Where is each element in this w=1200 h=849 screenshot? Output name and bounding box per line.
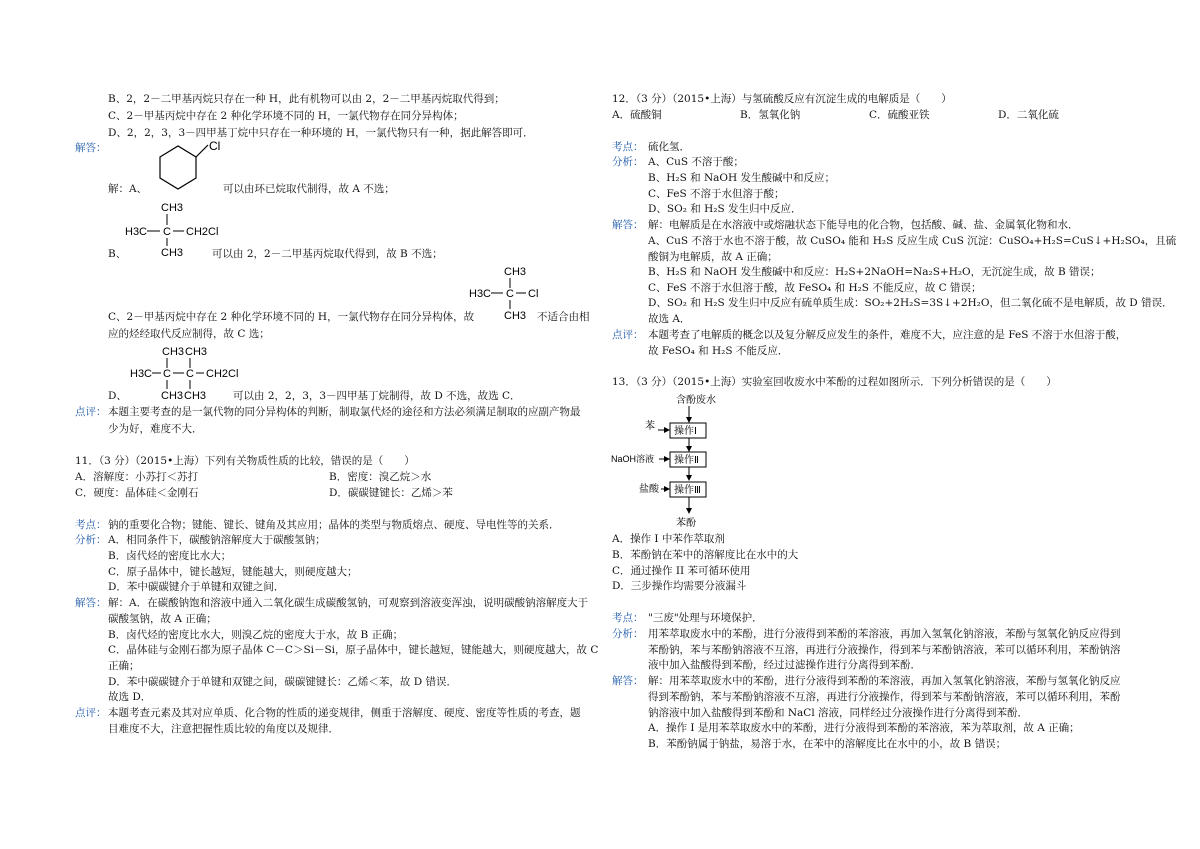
q11-jieda-line: B．卤代烃的密度比水大，则溴乙烷的密度大于水，故 B 正确；: [108, 629, 404, 641]
q12-jieda-line: 解：电解质是在水溶液中或熔融状态下能导电的化合物，包括酸、碱、盐、金属氧化物和水．: [648, 219, 1079, 231]
q11-dianping-line: 本题考查元素及其对应单质、化合物的性质的递变规律，侧重于溶解度、硬度、密度等性质的考查，题: [108, 707, 581, 719]
q13-kaodian: "三废"处理与环境保护．: [648, 612, 763, 624]
q11-fenxi-line: A．相同条件下，碳酸钠溶解度大于碳酸氢钠；: [108, 534, 326, 546]
c-center: C: [506, 288, 514, 300]
q11-jieda-line: 正确；: [108, 660, 140, 672]
q11-option-d: D．碳碳键键长：乙烯＞苯: [329, 487, 453, 499]
q12-option-b: B．氢氧化钠: [740, 109, 801, 121]
q13-fenxi-line: 用苯萃取废水中的苯酚，进行分液得到苯酚的苯溶液，再加入氢氧化钠溶液，苯酚与氢氧化钠反应得到: [648, 628, 1121, 640]
q12-jieda-line: C、FeS 不溶于水但溶于酸，故 FeSO₄ 和 H₂S 不能反应，故 C 错误；: [648, 282, 982, 294]
flow-input-hcl: 盐酸: [639, 484, 659, 495]
answer-tag: 解答：: [75, 142, 107, 154]
ch3-top: CH3: [504, 266, 527, 278]
answer-b-prefix: B、: [108, 248, 127, 260]
ch3-bottom: CH3: [161, 247, 184, 259]
q12-kaodian: 硫化氢．: [648, 141, 690, 153]
q12-jieda-line: D、SO₂ 和 H₂S 发生归中反应有硫单质生成：SO₂+2H₂S=3S↓+2H₂O，但二氧化硫不是电解质，故 D 错误．: [648, 297, 1173, 309]
q12-jieda-line: B、H₂S 和 NaOH 发生酸碱中和反应：H₂S+2NaOH=Na₂S+H₂O，无沉淀生成，故 B 错误；: [648, 266, 1101, 278]
q13-option-a: A．操作 I 中苯作萃取剂: [612, 533, 725, 545]
answer-a-text: 可以由环已烷取代制得，故 A 不选；: [223, 183, 395, 195]
q11-fenxi-line: C．原子晶体中，键长越短，键能越大，则硬度越大；: [108, 566, 358, 578]
q12-stem: 12．（3 分）（2015•上海）与氢硫酸反应有沉淀生成的电解质是（ ）: [612, 93, 952, 105]
answer-a-prefix: 解：A、: [108, 183, 148, 195]
c-1: C: [163, 368, 171, 380]
ch3-top-2: CH3: [185, 346, 208, 358]
q12-jieda-line: 故选 A．: [648, 313, 691, 325]
q13-jieda-line: B．苯酚钠属于钠盐，易溶于水，在苯中的溶解度比在水中的小，故 B 错误；: [648, 738, 1007, 750]
q11-kaodian-tag: 考点：: [75, 519, 107, 531]
q13-option-d: D．三步操作均需要分液漏斗: [612, 580, 747, 592]
flow-top-label: 含酚废水: [676, 395, 716, 406]
cl-label: Cl: [209, 139, 221, 153]
q13-option-c: C．通过操作 II 苯可循环使用: [612, 565, 751, 577]
q11-jieda-tag: 解答：: [75, 597, 107, 609]
q12-option-d: D．二氧化硫: [998, 109, 1059, 121]
q11-jieda-line: 故选 D．: [108, 691, 152, 703]
ch3-bottom-1: CH3: [161, 390, 184, 402]
q13-jieda-line: 解：用苯萃取废水中的苯酚，进行分液得到苯酚的苯溶液，再加入氢氧化钠溶液，苯酚与氢氧化钠反应: [648, 675, 1121, 687]
ch3-bottom-2: CH3: [184, 390, 207, 402]
answer-b-text: 可以由 2，2－二甲基丙烷取代得到，故 B 不选；: [212, 248, 443, 260]
q12-jieda-line: A、CuS 不溶于水也不溶于酸，故 CuSO₄ 能和 H₂S 反应生成 CuS 沉淀：CuSO₄+H₂S=CuS↓+H₂SO₄，且硫: [648, 235, 1177, 247]
q11-jieda-line: 碳酸氢钠，故 A 正确；: [108, 613, 217, 625]
q13-fenxi-line: 液中加入盐酸得到苯酚，经过过滤操作进行分离得到苯酚．: [648, 659, 921, 671]
comment-line: 少为好，难度不大．: [108, 423, 203, 435]
flow-input-naoh: NaOH溶液: [611, 454, 655, 464]
q12-jieda-tag: 解答：: [612, 219, 644, 231]
flow-op2: 操作Ⅱ: [674, 455, 699, 466]
answer-c-tail: 不适合由相: [537, 311, 590, 323]
q13-option-b: B．苯酚钠在苯中的溶解度比在水中的大: [612, 549, 799, 561]
q12-jieda-line: 酸铜为电解质，故 A 正确；: [648, 251, 778, 263]
q12-fenxi-line: C、FeS 不溶于水但溶于酸；: [648, 188, 785, 200]
q11-dianping-tag: 点评：: [75, 707, 107, 719]
h3c-left: H3C: [125, 226, 148, 238]
ch3-top-1: CH3: [162, 346, 185, 358]
q13-fenxi-tag: 分析：: [612, 628, 644, 640]
q13-jieda-line: A．操作 I 是用苯萃取废水中的苯酚，进行分液得到苯酚的苯溶液，苯为萃取剂，故 A 正确；: [648, 722, 1080, 734]
ch2cl-right: CH2Cl: [206, 368, 239, 380]
q12-kaodian-tag: 考点：: [612, 141, 644, 153]
q11-fenxi-line: D．苯中碳碳键介于单键和双键之间．: [108, 581, 285, 593]
q13-fenxi-line: 苯酚钠，苯与苯酚钠溶液不互溶，再进行分液操作，得到苯与苯酚钠溶液，苯可以循环利用，苯酚钠溶: [648, 644, 1121, 656]
q13-kaodian-tag: 考点：: [612, 612, 644, 624]
q11-jieda-line: D．苯中碳碳键介于单键和双键之间，碳碳键键长：乙烯＜苯，故 D 错误．: [108, 676, 458, 688]
q12-fenxi-line: D、SO₂ 和 H₂S 发生归中反应．: [648, 203, 802, 215]
q13-jieda-tag: 解答：: [612, 675, 644, 687]
comment-line: 本题主要考查的是一氯代物的同分异构体的判断，制取氯代烃的途径和方法必须满足制取的应副产物最: [108, 406, 581, 418]
analysis-line: B、2，2－二甲基丙烷只存在一种 H，此有机物可以由 2，2－二甲基丙烷取代得到；: [108, 93, 505, 105]
analysis-line: C、2－甲基丙烷中存在 2 种化学环境不同的 H，一氯代物存在同分异构体；: [108, 110, 464, 122]
answer-c-line1: C、2－甲基丙烷中存在 2 种化学环境不同的 H，一氯代物存在同分异构体，故: [108, 311, 475, 323]
q12-dianping-line: 故 FeSO₄ 和 H₂S 不能反应．: [648, 345, 789, 357]
q11-fenxi-line: B．卤代烃的密度比水大；: [108, 550, 232, 562]
q11-fenxi-tag: 分析：: [75, 534, 107, 546]
answer-c-line2: 应的烃经取代反应制得，故 C 选；: [108, 328, 270, 340]
tetramethylbutyl-chloride-structure: [130, 342, 250, 404]
answer-d-prefix: D、: [108, 390, 127, 402]
q13-jieda-line: 钠溶液中加入盐酸得到苯酚和 NaCl 溶液，同样经过分液操作进行分离得到苯酚．: [648, 707, 1029, 719]
q12-option-c: C．硫酸亚铁: [869, 109, 930, 121]
q12-fenxi-tag: 分析：: [612, 156, 644, 168]
ch2cl-right: CH2Cl: [186, 226, 219, 238]
q11-jieda-line: 解：A．在碳酸钠饱和溶液中通入二氧化碳生成碳酸氢钠，可观察到溶液变浑浊，说明碳酸钠溶解度大于: [108, 597, 589, 609]
q11-jieda-line: C．晶体硅与金刚石都为原子晶体 C－C＞Si－Si，原子晶体中，键长越短，键能越大，则硬度越大，故 C: [108, 644, 599, 656]
flow-op3: 操作Ⅲ: [674, 485, 701, 496]
q11-stem: 11．（3 分）（2015•上海）下列有关物质性质的比较，错误的是（ ）: [75, 455, 415, 467]
q11-option-a: A．溶解度：小苏打＜苏打: [75, 471, 199, 483]
cl-right: Cl: [528, 288, 539, 300]
ch3-top: CH3: [161, 202, 184, 214]
q11-dianping-line: 目难度不大，注意把握性质比较的角度以及规律．: [108, 723, 339, 735]
answer-d-text: 可以由 2，2，3，3－四甲基丁烷制得，故 D 不选，故选 C．: [233, 390, 521, 402]
c-center: C: [163, 226, 171, 238]
comment-tag: 点评：: [75, 406, 107, 418]
h3c-left: H3C: [469, 288, 492, 300]
analysis-line: D、2，2，3，3－四甲基丁烷中只存在一种环境的 H，一氯代物只有一种，据此解答即可．: [108, 127, 534, 139]
q11-option-c: C．硬度：晶体硅＜金刚石: [75, 487, 199, 499]
q12-fenxi-line: B、H₂S 和 NaOH 发生酸碱中和反应；: [648, 172, 835, 184]
c-2: C: [186, 368, 194, 380]
flow-bottom-label: 苯酚: [676, 518, 696, 529]
q11-kaodian: 钠的重要化合物；键能、键长、键角及其应用；晶体的类型与物质熔点、硬度、导电性等的关系．: [108, 519, 560, 531]
q12-fenxi-line: A、CuS 不溶于酸；: [648, 156, 744, 168]
phenol-recovery-flowchart: [610, 392, 750, 532]
q11-option-b: B．密度：溴乙烷＞水: [329, 471, 432, 483]
ch3-bottom: CH3: [504, 310, 527, 322]
h3c-left: H3C: [130, 368, 153, 380]
q12-dianping-tag: 点评：: [612, 329, 644, 341]
q12-option-a: A．硫酸铜: [612, 109, 662, 121]
q12-dianping-line: 本题考查了电解质的概念以及复分解反应发生的条件，难度不大，应注意的是 FeS 不溶于水但溶于酸，: [648, 329, 1127, 341]
flow-op1: 操作Ⅰ: [674, 426, 697, 437]
q13-stem: 13．（3 分）（2015•上海）实验室回收废水中苯酚的过程如图所示．下列分析错误的是（ ）: [612, 376, 1057, 388]
q13-jieda-line: 得到苯酚钠，苯与苯酚钠溶液不互溶，再进行分液操作，得到苯与苯酚钠溶液，苯可以循环利用，苯酚: [648, 691, 1121, 703]
flow-input-benzene: 苯: [645, 421, 655, 432]
